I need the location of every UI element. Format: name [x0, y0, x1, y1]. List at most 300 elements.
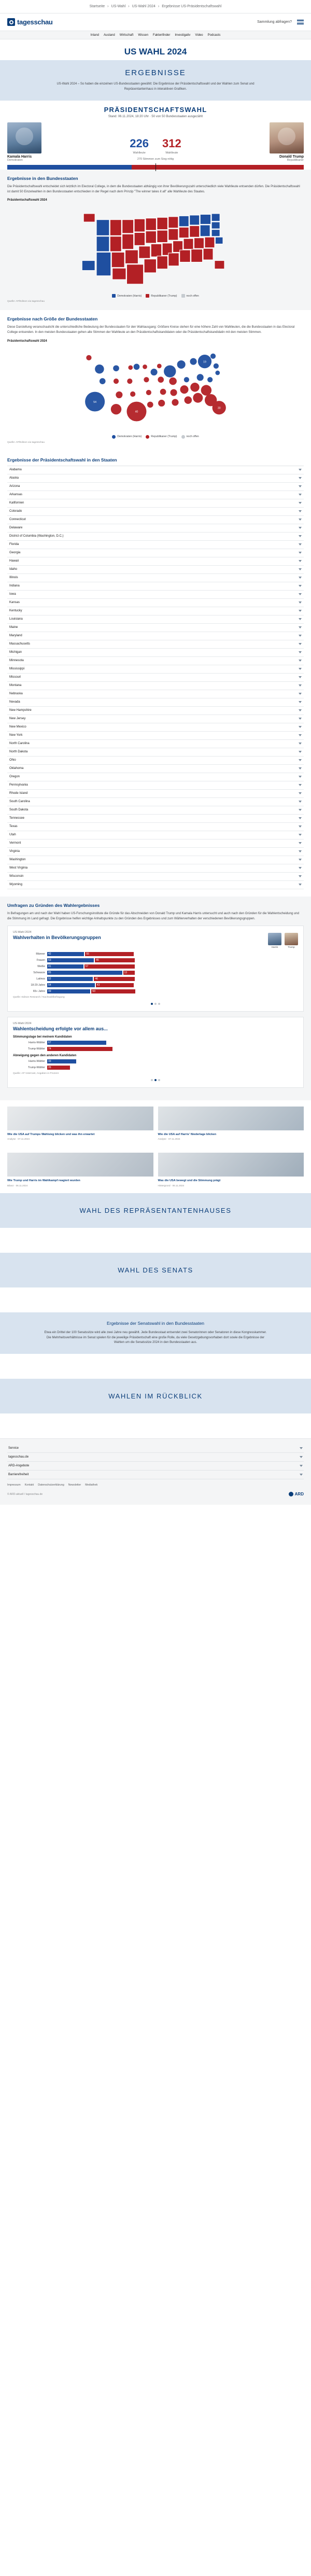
state-row[interactable]	[7, 483, 304, 491]
bar-value: 26	[48, 1066, 51, 1069]
legend-item	[146, 294, 177, 298]
breadcrumb-item-1[interactable]: US-Wahl	[111, 5, 126, 8]
state-name: District of Columbia (Washington, D.C.)	[9, 535, 64, 538]
state-name: Utah	[9, 833, 16, 837]
chevron-down-icon	[299, 593, 302, 595]
state-name: Iowa	[9, 593, 16, 596]
chevron-down-icon	[299, 469, 302, 471]
score-dem: 226	[130, 136, 149, 150]
legend-swatch-rep	[146, 294, 149, 298]
bar-track	[47, 952, 298, 956]
state-row[interactable]	[7, 582, 304, 591]
senate-note-text: Etwa ein Drittel der 100 Senatssitze wird alle zwei Jahre neu gewählt. Jede Bundesstaat entsendet zwei Senatorinnen oder Senatoren in diese Kongresskammer. Die Mehrheitsverhältnisse im Senat spielen für die jeweilige Präsidentschaft eine große Rolle, da viele Gesetzgebungsvorhaben dort sowie die Ergebnisse der Wahlen um die Senatssitze 2024 in den Bundesstaaten aus.	[44, 1331, 267, 1345]
breadcrumb-item-2[interactable]: US-Wahl 2024	[132, 5, 156, 8]
chevron-down-icon	[300, 1456, 303, 1458]
bar-rep	[47, 1066, 70, 1070]
chevron-down-icon	[299, 519, 302, 521]
state-name: Mississippi	[9, 667, 25, 671]
teaser-0[interactable]	[7, 1107, 153, 1140]
chevron-down-icon	[299, 668, 302, 670]
bar-track	[47, 971, 298, 975]
avatar	[268, 933, 281, 945]
chevron-down-icon	[299, 767, 302, 769]
breadcrumb-item-0[interactable]: Startseite	[89, 5, 105, 8]
chevron-down-icon	[299, 759, 302, 761]
legend-label: noch offen	[186, 435, 199, 439]
svg-text:54: 54	[93, 400, 96, 404]
footer-row-label: tagesschau.de	[8, 1455, 29, 1459]
state-row[interactable]	[7, 690, 304, 698]
page-title: US WAHL 2024	[124, 47, 187, 57]
state-row[interactable]	[7, 757, 304, 765]
footer-row-label: Service	[8, 1447, 19, 1450]
footer-link-datenschutz[interactable]: Datenschutzerklärung	[38, 1483, 64, 1487]
bar-rep	[123, 971, 135, 975]
chevron-down-icon	[299, 502, 302, 504]
state-name: Kansas	[9, 601, 20, 605]
state-row[interactable]	[7, 474, 304, 483]
state-row[interactable]	[7, 806, 304, 815]
candidate-harris	[7, 122, 41, 162]
bar-dem	[47, 977, 93, 981]
chevron-down-icon	[300, 1447, 303, 1449]
state-name: New York	[9, 734, 23, 737]
breadcrumb-sep: ›	[128, 5, 130, 8]
avatar	[270, 122, 304, 153]
state-row[interactable]	[7, 557, 304, 566]
state-row[interactable]	[7, 748, 304, 757]
bar-category: Frauen	[36, 958, 45, 962]
nav-item-investigativ[interactable]: Investigativ	[175, 33, 191, 37]
state-row[interactable]	[7, 873, 304, 881]
electoral-score	[41, 137, 270, 162]
bar-row	[13, 983, 298, 987]
bar-row	[13, 1041, 298, 1045]
legend-item	[112, 294, 142, 298]
state-row[interactable]	[7, 790, 304, 798]
votes-needed: 270 Stimmen zum Sieg nötig	[137, 157, 174, 161]
us-bubble-map[interactable]	[7, 345, 304, 432]
bar-category: Trump-Wähler	[28, 1047, 45, 1051]
chevron-down-icon	[299, 825, 302, 828]
teaser-thumbnail	[158, 1153, 304, 1177]
masthead	[0, 13, 311, 31]
bar-track	[47, 1066, 298, 1070]
state-list-section	[0, 451, 311, 897]
bar-track	[47, 977, 298, 981]
bubble-map-label: Präsidentschaftswahl 2024	[7, 339, 47, 343]
score-rep: 312	[162, 136, 181, 150]
teaser-title: Wie die USA auf Harris' Niederlage blicken	[158, 1132, 217, 1136]
bar-value: 74	[48, 1047, 51, 1051]
nav-item-inland[interactable]: Inland	[90, 33, 99, 37]
logo[interactable]	[7, 18, 53, 26]
state-row[interactable]	[7, 615, 304, 624]
copyright: © ARD-aktuell / tagesschau.de	[7, 1492, 43, 1496]
state-name: Wyoming	[9, 883, 22, 887]
state-name: Pennsylvania	[9, 783, 28, 787]
legend-swatch-dem	[112, 435, 116, 439]
bubble-map-svg	[7, 345, 304, 432]
chevron-down-icon	[299, 867, 302, 869]
chevron-down-icon	[299, 660, 302, 662]
state-name: Delaware	[9, 526, 23, 530]
bar-category: Latinos	[36, 977, 45, 981]
state-row[interactable]	[7, 831, 304, 839]
state-row[interactable]	[7, 541, 304, 549]
state-row[interactable]	[7, 591, 304, 599]
bar-value: 45	[96, 958, 99, 962]
state-name: Maine	[9, 626, 18, 629]
state-row[interactable]	[7, 848, 304, 856]
bar-category: Männer	[36, 952, 45, 956]
teaser-title: Wie Trump und Harris im Wahlkampf reagiert wurden	[7, 1179, 80, 1183]
bar-category: Trump-Wähler	[28, 1066, 45, 1069]
chevron-down-icon	[299, 884, 302, 886]
chevron-down-icon	[299, 875, 302, 877]
chevron-down-icon	[299, 477, 302, 479]
state-results-text: Die Präsidentschaftswahl entscheidet sich letztlich im Electoral College, in dem die Bundesstaaten abhängig von ihrer Bevölkerungszahl unterschiedlich viele Wahlleute entsenden dürfen. Die Präsidentschaftswahl ist damit 50 Einzelwahlen in den Bundesstaaten entschieden in der Regel nach dem Prinzip "The winner takes it all" alle Wahlleute des Staates.	[7, 185, 300, 193]
bar-chart-support	[13, 1041, 298, 1051]
nav-item-podcasts[interactable]: Podcasts	[207, 33, 221, 37]
state-name: Massachusetts	[9, 642, 31, 646]
bar-chart-dislike	[13, 1059, 298, 1070]
legend-label: Demokraten (Harris)	[117, 435, 142, 439]
electoral-bar	[7, 165, 304, 170]
score-dem-label: Wahlleute	[133, 151, 146, 155]
state-name: North Dakota	[9, 750, 28, 754]
state-name: Alaska	[9, 477, 19, 480]
bar-value: 42	[48, 952, 51, 956]
state-row[interactable]	[7, 856, 304, 864]
svg-text:19: 19	[203, 360, 206, 363]
chevron-down-icon	[299, 568, 302, 570]
electoral-bar-dem	[7, 165, 132, 170]
state-row[interactable]	[7, 723, 304, 732]
chevron-down-icon	[299, 618, 302, 620]
state-row[interactable]	[7, 815, 304, 823]
state-name: Wisconsin	[9, 875, 24, 878]
bar-row	[13, 952, 298, 956]
senate-note-heading: Ergebnisse der Senatswahl in den Bundesstaaten	[106, 1320, 205, 1326]
polls-section	[0, 897, 311, 1100]
state-name: Rhode Island	[9, 792, 28, 795]
chevron-down-icon	[299, 751, 302, 753]
chevron-down-icon	[299, 776, 302, 778]
state-name: Connecticut	[9, 518, 26, 522]
legend-item	[181, 435, 199, 439]
logo-text: tagesschau	[17, 18, 53, 26]
chevron-down-icon	[299, 859, 302, 861]
bar-dem	[47, 971, 122, 975]
state-list	[7, 466, 304, 889]
teaser-thumbnail	[158, 1107, 304, 1130]
chevron-down-icon	[299, 842, 302, 844]
teaser-title: Wie die USA auf Trumps Wahlsieg blicken und was ihn erwartet	[7, 1132, 95, 1136]
logo-icon	[7, 18, 15, 26]
card-title: Wahlverhalten in Bevölkerungsgruppen	[13, 934, 101, 940]
state-row[interactable]	[7, 674, 304, 682]
state-row[interactable]	[7, 665, 304, 674]
state-row[interactable]	[7, 632, 304, 640]
ard-logo[interactable]	[289, 1492, 304, 1496]
chevron-down-icon	[299, 701, 302, 703]
state-name: Oregon	[9, 775, 20, 779]
candidate-party: Republikaner	[287, 158, 304, 162]
state-name: New Mexico	[9, 725, 26, 729]
chevron-down-icon	[300, 1465, 303, 1467]
bar-category: Harris-Wähler	[29, 1059, 45, 1063]
card-source: Quelle: Edison Research / Nachwahlbefragung	[13, 996, 65, 999]
state-row[interactable]	[7, 881, 304, 889]
bar-dem	[47, 983, 95, 987]
bar-value: 55	[86, 952, 89, 956]
teaser-meta: Analyse · 07.11.2024	[7, 1138, 30, 1141]
bar-dem	[47, 958, 94, 962]
polls-heading: Umfragen zu Gründen des Wahlergebnisses	[7, 902, 100, 908]
footer-row-tagesschau[interactable]	[7, 1453, 304, 1462]
footer-row-ard[interactable]	[7, 1462, 304, 1471]
state-name: Texas	[9, 825, 18, 829]
chevron-down-icon	[299, 693, 302, 695]
chevron-down-icon	[299, 510, 302, 512]
state-name: Kalifornien	[9, 501, 24, 505]
bar-category: Schwarze	[33, 971, 45, 974]
state-name: Montana	[9, 684, 22, 688]
bar-dem	[47, 989, 90, 993]
senate-note-section	[0, 1312, 311, 1354]
card-subtitle-2: Abneigung gegen den anderen Kandidaten	[13, 1054, 77, 1057]
state-name: South Carolina	[9, 800, 30, 804]
state-name: Hawaii	[9, 559, 19, 563]
mini-candidate-harris	[268, 933, 281, 949]
footer-link-newsletter[interactable]: Newsletter	[68, 1483, 81, 1487]
bar-value: 52	[48, 977, 51, 981]
chevron-down-icon	[299, 485, 302, 487]
chevron-down-icon	[299, 718, 302, 720]
search-label[interactable]: Sammlung abfragen?	[257, 20, 292, 24]
legend-item	[146, 435, 177, 439]
legend-swatch-open	[181, 435, 185, 439]
state-name: Nevada	[9, 701, 20, 704]
map-legend	[7, 294, 304, 298]
bubble-map-legend	[7, 435, 304, 439]
state-row[interactable]	[7, 773, 304, 781]
nav-item-faktenfinder[interactable]: Faktenfinder	[153, 33, 171, 37]
score-rep-label: Wahlleute	[165, 151, 178, 155]
state-row[interactable]	[7, 599, 304, 607]
bar-category: 18-29 Jahre	[31, 983, 45, 987]
polls-text: In Befragungen am und nach der Wahl haben US-Forschungsinstitute die Gründe für das Abschneiden von Donald Trump und Kamala Harris untersucht und auch nach den Gründen für die Wahlentscheidung und die Stimmung im Land gefragt. Die Ergebnisse helfen wichtige Anhaltspunkte zu den Gründen des Ergebnisses und zum Wählerverhalten der verschiedenen Bevölkerungsgruppen.	[7, 912, 299, 920]
chevron-down-icon	[299, 792, 302, 794]
bar-value: 13	[124, 971, 128, 974]
teaser-2[interactable]	[7, 1153, 153, 1186]
bar-row	[13, 1059, 298, 1063]
bar-row	[13, 958, 298, 962]
map-svg	[7, 204, 304, 291]
state-row[interactable]	[7, 649, 304, 657]
map-label: Präsidentschaftswahl 2024	[7, 199, 47, 202]
candidate-name: Kamala Harris	[7, 155, 32, 159]
state-row[interactable]	[7, 707, 304, 715]
teaser-3[interactable]	[158, 1153, 304, 1186]
senate-band	[0, 1253, 311, 1287]
bar-track	[47, 983, 298, 987]
state-row[interactable]	[7, 682, 304, 690]
candidate-trump	[270, 122, 304, 162]
state-row[interactable]	[7, 549, 304, 557]
chevron-down-icon	[299, 676, 302, 678]
state-row[interactable]	[7, 740, 304, 748]
bar-chart-groups	[13, 952, 298, 993]
main-nav	[0, 31, 311, 39]
state-name: New Hampshire	[9, 709, 32, 712]
results-heading: ERGEBNISSE	[125, 68, 186, 77]
results-band	[0, 60, 311, 101]
state-results-section	[0, 170, 311, 310]
state-row[interactable]	[7, 765, 304, 773]
teaser-1[interactable]	[158, 1107, 304, 1140]
bar-row	[13, 1047, 298, 1051]
breadcrumb-sep: ›	[107, 5, 109, 8]
bar-row	[13, 977, 298, 981]
state-row[interactable]	[7, 624, 304, 632]
state-row[interactable]	[7, 823, 304, 831]
state-row[interactable]	[7, 698, 304, 707]
bar-value: 41	[48, 964, 51, 968]
card-subtitle-1: Stimmungslage bei meinem Kandidaten	[13, 1035, 72, 1039]
teaser-row-2	[0, 1146, 311, 1193]
electoral-bar-rep	[132, 165, 304, 170]
nav-item-wirtschaft[interactable]: Wirtschaft	[119, 33, 134, 37]
state-row[interactable]	[7, 491, 304, 499]
svg-text:30: 30	[217, 406, 221, 410]
bar-row	[13, 989, 298, 993]
state-row[interactable]	[7, 533, 304, 541]
us-choropleth-map[interactable]	[7, 204, 304, 291]
state-row[interactable]	[7, 781, 304, 790]
size-results-section	[0, 310, 311, 451]
chevron-down-icon	[299, 801, 302, 803]
state-row[interactable]	[7, 839, 304, 848]
bar-track	[47, 989, 298, 993]
state-name: North Carolina	[9, 742, 30, 746]
size-results-heading: Ergebnisse nach Größe der Bundesstaaten	[7, 316, 98, 322]
state-name: Illinois	[9, 576, 18, 580]
ard-logo-icon	[289, 1492, 293, 1496]
breadcrumb	[90, 5, 222, 8]
state-row[interactable]	[7, 640, 304, 649]
state-row[interactable]	[7, 516, 304, 524]
carousel-dots[interactable]	[13, 1079, 298, 1081]
state-row[interactable]	[7, 864, 304, 873]
retro-band	[0, 1379, 311, 1413]
state-name: Georgia	[9, 551, 21, 555]
carousel-dots[interactable]	[13, 1003, 298, 1005]
legend-label: noch offen	[186, 294, 199, 298]
legend-swatch-dem	[112, 294, 116, 298]
masthead-actions	[257, 20, 304, 24]
map-source: Quelle: AP/Edison via tagesschau	[7, 300, 45, 303]
footer-bottom	[7, 1492, 304, 1496]
teaser-title: Was die USA bewegt und die Stimmung prägt	[158, 1179, 221, 1183]
state-row[interactable]	[7, 524, 304, 533]
bar-dem	[47, 1041, 106, 1045]
state-row[interactable]	[7, 466, 304, 474]
state-row[interactable]	[7, 657, 304, 665]
chevron-down-icon	[299, 527, 302, 529]
state-row[interactable]	[7, 798, 304, 806]
poll-card-motivation	[7, 1017, 304, 1088]
mini-name: Trump	[288, 946, 295, 949]
chevron-down-icon	[299, 601, 302, 604]
bar-value: 50	[92, 989, 95, 993]
state-list-heading: Ergebnisse der Präsidentschaftswahl in den Staaten	[7, 457, 117, 463]
state-name: New Jersey	[9, 717, 26, 721]
chevron-down-icon	[299, 494, 302, 496]
state-name: Arkansas	[9, 493, 23, 497]
state-row[interactable]	[7, 607, 304, 615]
chevron-down-icon	[299, 577, 302, 579]
chevron-down-icon	[299, 734, 302, 736]
state-name: Nebraska	[9, 692, 23, 696]
footer-link-impressum[interactable]: Impressum	[7, 1483, 21, 1487]
state-name: Virginia	[9, 850, 20, 853]
bar-rep	[85, 952, 134, 956]
nav-item-video[interactable]: Video	[195, 33, 203, 37]
chevron-down-icon	[299, 560, 302, 562]
state-name: Florida	[9, 543, 19, 547]
bar-track	[47, 964, 298, 969]
footer-row-accessibility[interactable]	[7, 1471, 304, 1479]
state-row[interactable]	[7, 732, 304, 740]
nav-item-ausland[interactable]: Ausland	[104, 33, 115, 37]
senate-extra-placeholder	[0, 1354, 311, 1379]
state-row[interactable]	[7, 715, 304, 723]
chevron-down-icon	[299, 635, 302, 637]
size-results-text: Diese Darstellung veranschaulicht die unterschiedliche Bedeutung der Bundesstaaten für den Wahlausgang: Größere Kreise stehen für eine höhere Zahl von Wahlleuten, die die Bundesstaaten in das Electoral College entsenden. In den meisten Bundesstaaten gehen alle Stimmen der Wahlleute an den Präsidentschaftskandidaten oder die Präsidentschaftskandidatin mit den meisten Stimmen.	[7, 326, 295, 334]
footer-row-service[interactable]	[7, 1444, 304, 1453]
state-row[interactable]	[7, 566, 304, 574]
chevron-down-icon	[300, 1474, 303, 1476]
state-results-heading: Ergebnisse in den Bundesstaaten	[7, 175, 78, 181]
bar-rep	[95, 958, 135, 962]
state-row[interactable]	[7, 499, 304, 508]
state-name: Vermont	[9, 842, 21, 845]
poll-card-groups	[7, 926, 304, 1012]
footer-links	[7, 1483, 304, 1487]
state-name: Minnesota	[9, 659, 24, 663]
nav-item-wissen[interactable]: Wissen	[138, 33, 149, 37]
bar-row	[13, 964, 298, 969]
hero-subtitle: Stand: 06.11.2024, 18:20 Uhr · 50 von 50 Bundesstaaten ausgezählt	[108, 115, 203, 118]
footer-link-kontakt[interactable]: Kontakt	[24, 1483, 34, 1487]
breadcrumb-sep: ›	[158, 5, 160, 8]
chevron-down-icon	[299, 850, 302, 852]
footer-link-mediathek[interactable]: Mediathek	[85, 1483, 98, 1487]
ard-logo-text: ARD	[294, 1492, 304, 1497]
chevron-down-icon	[299, 535, 302, 537]
state-row[interactable]	[7, 508, 304, 516]
state-name: Missouri	[9, 676, 21, 679]
state-name: Arizona	[9, 485, 20, 488]
senate-heading: WAHL DES SENATS	[118, 1266, 193, 1274]
legend-label: Republikaner (Trump)	[151, 435, 177, 439]
bar-category: Harris-Wähler	[29, 1041, 45, 1044]
legend-swatch-open	[181, 294, 185, 298]
state-row[interactable]	[7, 574, 304, 582]
burger-menu-icon[interactable]	[297, 20, 304, 24]
